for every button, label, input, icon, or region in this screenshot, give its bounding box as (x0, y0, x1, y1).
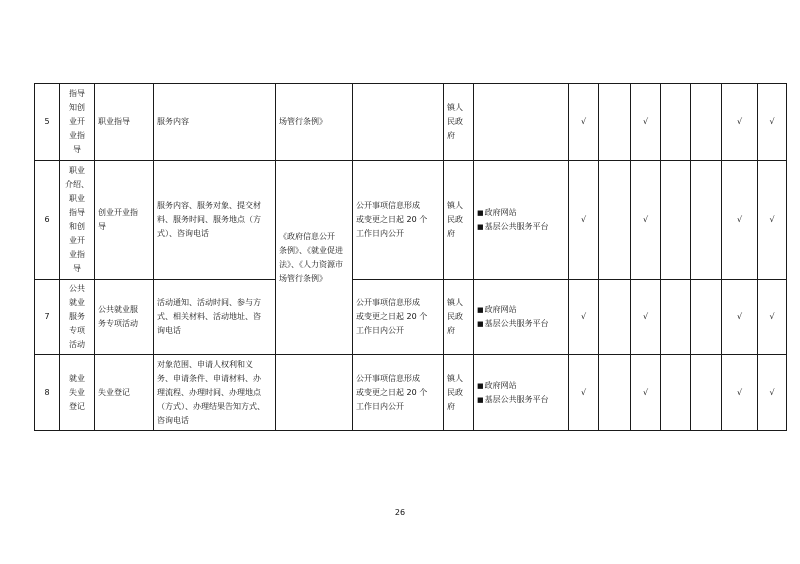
row-sub-item: 职业指导 (95, 84, 154, 161)
check-cell (661, 355, 691, 431)
check-cell: √ (569, 355, 599, 431)
row-time: 公开事项信息形成 或变更之日起 20 个 工作日内公开 (353, 161, 444, 280)
check-cell: √ (758, 280, 787, 355)
channel-item: ■ 基层公共服务平台 (477, 393, 565, 407)
channel-item: ■ 政府网站 (477, 206, 565, 220)
table-row (35, 161, 787, 280)
check-cell (599, 280, 631, 355)
check-cell: √ (631, 355, 661, 431)
row-seq: 7 (35, 280, 60, 355)
row-sub-item: 公共就业服 务专项活动 (95, 280, 154, 355)
row-seq: 8 (35, 355, 60, 431)
channel-item: ■ 基层公共服务平台 (477, 220, 565, 234)
check-cell: √ (631, 161, 661, 280)
row-content: 服务内容、服务对象、提交材 料、服务时间、服务地点（方 式）、咨询电话 (154, 161, 276, 280)
check-cell: √ (758, 355, 787, 431)
page-number: 26 (394, 508, 406, 517)
table-row (35, 355, 787, 431)
row-subject: 镇人 民政 府 (444, 355, 474, 431)
row-subject: 镇人 民政 府 (444, 84, 474, 161)
row-subject: 镇人 民政 府 (444, 161, 474, 280)
row-basis (276, 355, 353, 431)
check-cell (661, 161, 691, 280)
channel-item: ■ 政府网站 (477, 303, 565, 317)
check-cell: √ (722, 355, 758, 431)
check-cell: √ (631, 280, 661, 355)
row-item: 就业 失业 登记 (60, 355, 95, 431)
check-cell: √ (722, 280, 758, 355)
row-content: 活动通知、活动时间、参与方 式、相关材料、活动地址、咨 询电话 (154, 280, 276, 355)
check-cell: √ (569, 84, 599, 161)
row-content: 服务内容 (154, 84, 276, 161)
check-cell: √ (722, 161, 758, 280)
disclosure-table (34, 83, 787, 431)
row-time (353, 84, 444, 161)
row-sub-item: 失业登记 (95, 355, 154, 431)
table-row (35, 84, 787, 161)
check-cell (661, 84, 691, 161)
row-channels (474, 84, 569, 161)
check-cell (599, 84, 631, 161)
check-cell: √ (569, 161, 599, 280)
row-basis: 《政府信息公开 条例》、《就业促进 法》、《人力资源市 场管行条例》 (276, 161, 353, 355)
row-seq: 6 (35, 161, 60, 280)
check-cell (599, 355, 631, 431)
check-cell: √ (758, 161, 787, 280)
row-time: 公开事项信息形成 或变更之日起 20 个 工作日内公开 (353, 280, 444, 355)
check-cell (691, 161, 722, 280)
channel-item: ■ 基层公共服务平台 (477, 317, 565, 331)
row-subject: 镇人 民政 府 (444, 280, 474, 355)
check-cell (691, 355, 722, 431)
row-channels (474, 280, 569, 355)
check-cell (599, 161, 631, 280)
check-cell (661, 280, 691, 355)
check-cell: √ (722, 84, 758, 161)
row-seq: 5 (35, 84, 60, 161)
check-cell (691, 280, 722, 355)
check-cell: √ (569, 280, 599, 355)
row-channels (474, 355, 569, 431)
row-time: 公开事项信息形成 或变更之日起 20 个 工作日内公开 (353, 355, 444, 431)
channel-item: ■ 政府网站 (477, 379, 565, 393)
row-basis: 场管行条例》 (276, 84, 353, 161)
table-row (35, 280, 787, 355)
check-cell (691, 84, 722, 161)
row-sub-item: 创业开业指 导 (95, 161, 154, 280)
row-item: 职业 介绍、 职业 指导 和创 业开 业指 导 (60, 161, 95, 280)
check-cell: √ (758, 84, 787, 161)
row-item: 指导 知创 业开 业指 导 (60, 84, 95, 161)
row-item: 公共 就业 服务 专项 活动 (60, 280, 95, 355)
row-content: 对象范围、申请人权利和义 务、申请条件、申请材料、办 理流程、办理时间、办理地点 （方式）、办理结果告知方式、 咨询电话 (154, 355, 276, 431)
row-channels (474, 161, 569, 280)
check-cell: √ (631, 84, 661, 161)
